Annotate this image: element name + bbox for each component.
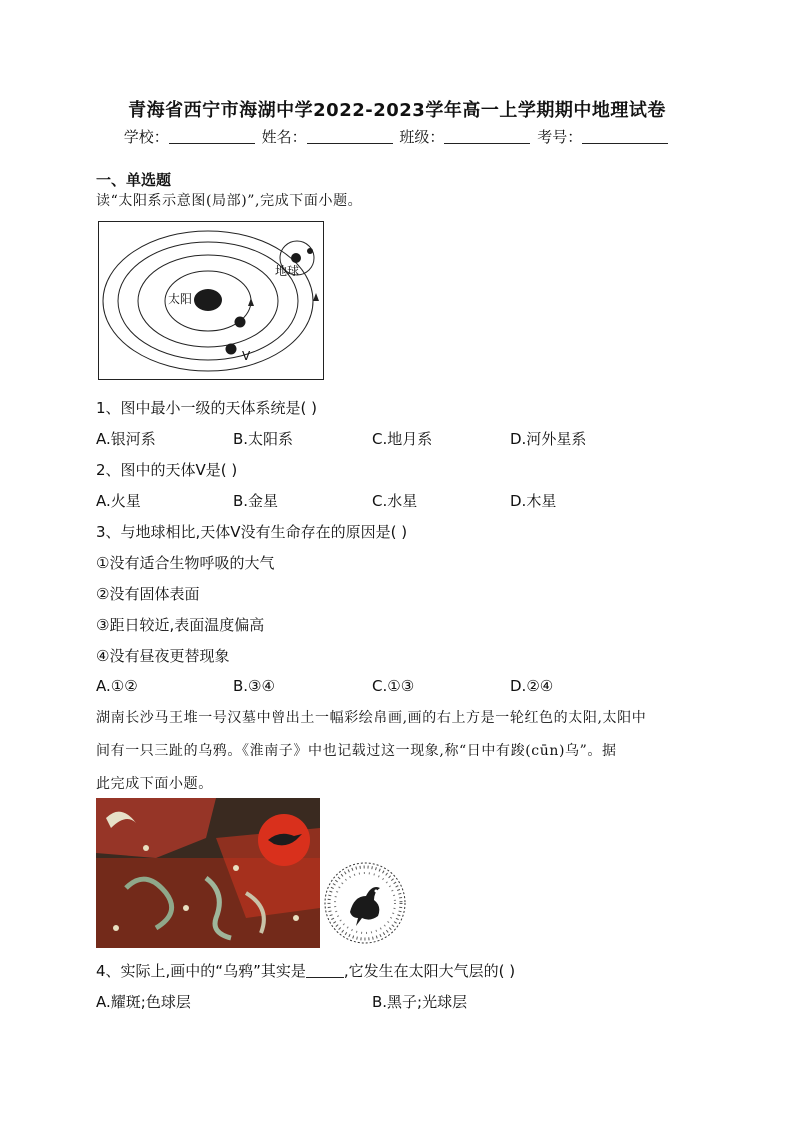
- name-label: 姓名：: [261, 128, 307, 146]
- sun-crow-emblem-image: [324, 862, 406, 944]
- moon-icon: [307, 248, 313, 254]
- q3-option-a[interactable]: A.①②: [96, 677, 138, 695]
- painting-dot: [143, 845, 149, 851]
- passage-line-1: 湖南长沙马王堆一号汉墓中曾出土一幅彩绘帛画,画的右上方是一轮红色的太阳,太阳中: [96, 710, 647, 726]
- q3-item-1: ①没有适合生物呼吸的大气: [96, 554, 275, 572]
- q2-option-d[interactable]: D.木星: [510, 492, 557, 510]
- q1-option-b[interactable]: B.太阳系: [233, 430, 294, 448]
- q3-option-b[interactable]: B.③④: [233, 677, 275, 695]
- number-blank[interactable]: [582, 129, 668, 144]
- class-blank[interactable]: [444, 129, 530, 144]
- earth-label: 地球: [275, 264, 300, 278]
- q1-option-a[interactable]: A.银河系: [96, 430, 156, 448]
- q4-stem-part-2: ,它发生在太阳大气层的( ): [343, 962, 516, 980]
- q4-answer-blank[interactable]: [306, 963, 344, 978]
- q3-item-2: ②没有固体表面: [96, 585, 200, 603]
- passage-line-3: 此完成下面小题。: [96, 776, 213, 792]
- v-label: V: [242, 349, 251, 363]
- solar-system-diagram: [98, 221, 324, 380]
- q3-option-d[interactable]: D.②④: [510, 677, 554, 695]
- planet-v-icon: [226, 344, 237, 355]
- question-2-stem: 2、图中的天体V是( ): [96, 461, 238, 479]
- exam-title: 青海省西宁市海湖中学2022-2023学年高一上学期期中地理试卷: [128, 100, 666, 121]
- q4-stem-part-1: 4、实际上,画中的“乌鸦”其实是: [96, 962, 306, 980]
- section-heading: 一、单选题: [96, 171, 172, 189]
- q4-option-b[interactable]: B.黑子;光球层: [372, 993, 468, 1011]
- q2-option-a[interactable]: A.火星: [96, 492, 141, 510]
- q2-option-c[interactable]: C.水星: [372, 492, 418, 510]
- q4-option-a[interactable]: A.耀斑;色球层: [96, 993, 191, 1011]
- painting-dot: [183, 905, 189, 911]
- question-1-stem: 1、图中最小一级的天体系统是( ): [96, 399, 318, 417]
- reading-passage: [96, 702, 706, 801]
- q3-item-3: ③距日较近,表面温度偏高: [96, 616, 265, 634]
- silk-painting-image: [96, 798, 320, 948]
- school-label: 学校：: [123, 128, 169, 146]
- earth-icon: [291, 253, 301, 263]
- q1-option-c[interactable]: C.地月系: [372, 430, 433, 448]
- painting-dot: [293, 915, 299, 921]
- q2-option-b[interactable]: B.金星: [233, 492, 279, 510]
- class-label: 班级：: [399, 128, 445, 146]
- painting-dot: [233, 865, 239, 871]
- painting-dot: [113, 925, 119, 931]
- number-label: 考号：: [537, 128, 583, 146]
- passage-line-2: 间有一只三趾的乌鸦。《淮南子》中也记载过这一现象,称“日中有踆(cūn)乌”。据: [96, 743, 617, 759]
- intro-text: 读“太阳系示意图(局部)”,完成下面小题。: [96, 193, 363, 209]
- sun-label: 太阳: [168, 292, 193, 306]
- sun-icon: [194, 289, 222, 311]
- crow-eye: [375, 890, 378, 893]
- q1-option-d[interactable]: D.河外星系: [510, 430, 587, 448]
- q3-item-4: ④没有昼夜更替现象: [96, 647, 230, 665]
- question-4-stem: [96, 960, 515, 981]
- school-blank[interactable]: [169, 129, 255, 144]
- inner-planet-icon: [235, 317, 246, 328]
- q3-option-c[interactable]: C.①③: [372, 677, 415, 695]
- student-info-line: [0, 126, 794, 147]
- name-blank[interactable]: [307, 129, 393, 144]
- question-3-stem: 3、与地球相比,天体V没有生命存在的原因是( ): [96, 523, 408, 541]
